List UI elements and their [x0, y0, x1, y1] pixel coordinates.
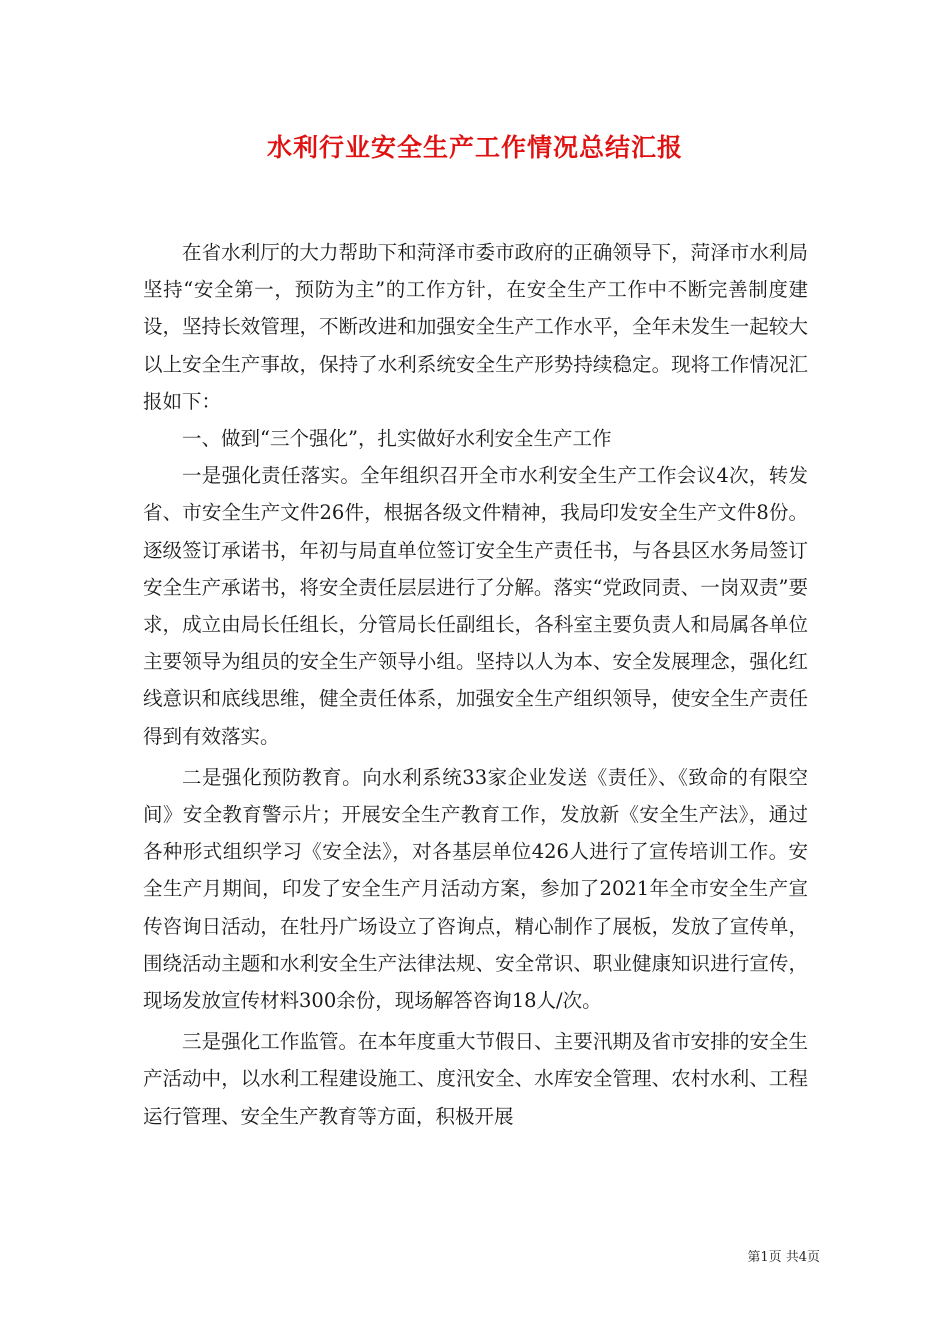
paragraph-responsibility: 一是强化责任落实。全年组织召开全市水利安全生产工作会议4次，转发省、市安全生产文件26件，根据各级文件精神，我局印发安全生产文件8份。逐级签订承诺书，年初与局直单位签订安全生产责任书，与各县区水务局签订安全生产承诺书，将安全责任层层进行了分解。落实“党政同责、一岗双责”要求，成立由局长任组长，分管局长任副组长，各科室主要负责人和局属各单位主要领导为组员的安全生产领导小组。坚持以人为本、安全发展理念，强化红线意识和底线思维，健全责任体系，加强安全生产组织领导，使安全生产责任得到有效落实。 [143, 464, 808, 748]
paragraph-prevention-education: 二是强化预防教育。向水利系统33家企业发送《责任》、《致命的有限空间》安全教育警示片；开展安全生产教育工作，发放新《安全生产法》，通过各种形式组织学习《安全法》，对各基层单位426人进行了宣传培训工作。安全生产月期间，印发了安全生产月活动方案，参加了2021年全市安全生产宣传咨询日活动，在牡丹广场设立了咨询点，精心制作了展板，发放了宣传单，围绕活动主题和水利安全生产法律法规、安全常识、职业健康知识进行宣传，现场发放宣传材料300余份，现场解答咨询18人/次。 [143, 765, 808, 1013]
paragraph-supervision: 三是强化工作监管。在本年度重大节假日、主要汛期及省市安排的安全生产活动中，以水利工程建设施工、度汛安全、水库安全管理、农村水利、工程运行管理、安全生产教育等方面，积极开展 [143, 1030, 808, 1128]
intro-paragraph: 在省水利厅的大力帮助下和菏泽市委市政府的正确领导下，菏泽市水利局坚持“安全第一，预防为主”的工作方针，在安全生产工作中不断完善制度建设，坚持长效管理，不断改进和加强安全生产工作水平，全年未发生一起较大以上安全生产事故，保持了水利系统安全生产形势持续稳定。现将工作情况汇报如下： [143, 241, 808, 413]
document-body [143, 234, 808, 1135]
document-title: 水利行业安全生产工作情况总结汇报 [266, 133, 683, 162]
section-heading: 一、做到“三个强化”，扎实做好水利安全生产工作 [182, 427, 612, 451]
page-number: 第1页 共4页 [747, 1250, 820, 1265]
